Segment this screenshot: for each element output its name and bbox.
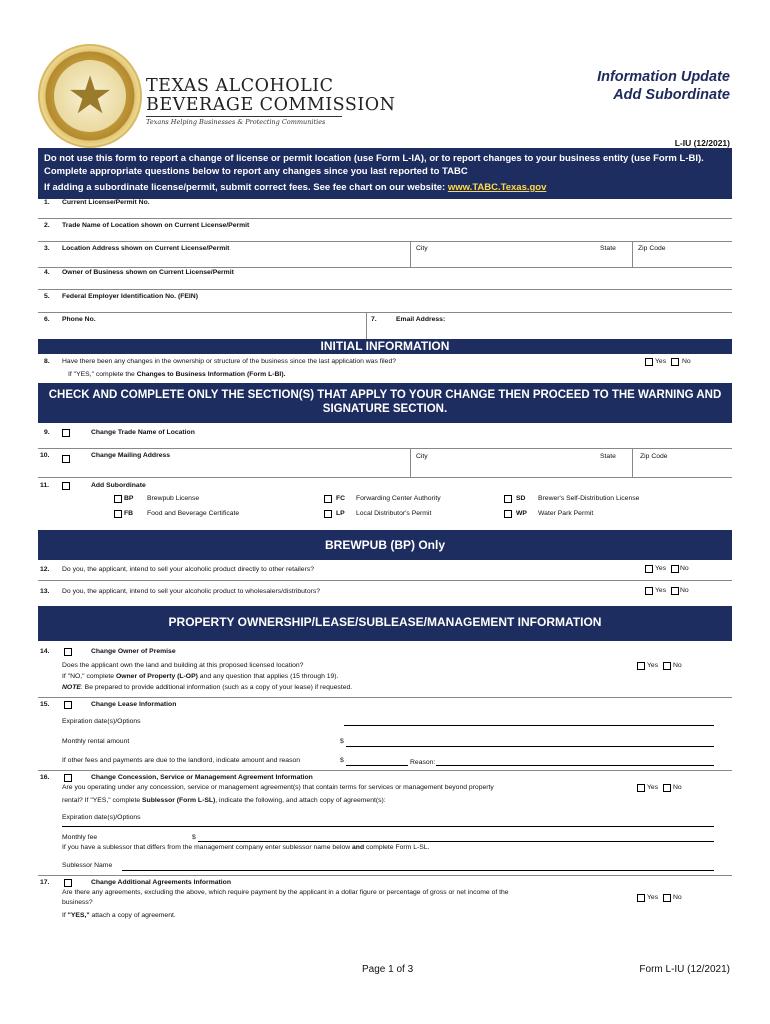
field-phone[interactable]: Phone No. bbox=[62, 316, 96, 323]
other-fees-amount-input[interactable] bbox=[346, 765, 408, 766]
item-number: 16. bbox=[40, 774, 50, 781]
item-number: 14. bbox=[40, 648, 50, 655]
q17-instruction: If "YES," attach a copy of agreement. bbox=[62, 912, 176, 919]
divider bbox=[38, 580, 732, 581]
item-number: 15. bbox=[40, 701, 50, 708]
change-trade-name-checkbox[interactable] bbox=[62, 429, 70, 437]
change-additional-agreements-label: Change Additional Agreements Information bbox=[91, 879, 231, 886]
dollar-sign: $ bbox=[340, 757, 344, 764]
lease-expiration-input[interactable] bbox=[344, 725, 714, 726]
question-ownership-changes: Have there been any changes in the ownership or structure of the business since the last application was filed? bbox=[62, 358, 397, 365]
question-additional-agreements-cont: business? bbox=[62, 899, 93, 906]
instructions-banner bbox=[38, 148, 732, 199]
q16-no-checkbox[interactable] bbox=[663, 784, 671, 792]
divider bbox=[38, 875, 732, 876]
no-label: No bbox=[673, 894, 682, 901]
org-tagline: Texans Helping Businesses & Protecting Communities bbox=[146, 118, 326, 126]
field-business-owner[interactable]: Owner of Business shown on Current License/Permit bbox=[62, 269, 234, 276]
sublessor-name-label: Sublessor Name bbox=[62, 862, 113, 869]
dollar-sign: $ bbox=[192, 834, 196, 841]
divider bbox=[38, 218, 732, 219]
concession-expiration-input[interactable] bbox=[62, 826, 714, 827]
no-label: No bbox=[680, 565, 689, 572]
q8-yes-checkbox[interactable] bbox=[645, 358, 653, 366]
field-location-address[interactable]: Location Address shown on Current License/Permit bbox=[62, 245, 230, 252]
yes-label: Yes bbox=[655, 358, 667, 365]
lp-checkbox[interactable] bbox=[324, 510, 332, 518]
item-number: 17. bbox=[40, 879, 50, 886]
property-heading: PROPERTY OWNERSHIP/LEASE/SUBLEASE/MANAGEMENT INFORMATION bbox=[38, 606, 732, 641]
check-sections-heading: CHECK AND COMPLETE ONLY THE SECTION(S) THAT APPLY TO YOUR CHANGE THEN PROCEED TO THE WARNING AND SIGNATURE SECTION. bbox=[38, 383, 732, 423]
q16-yes-checkbox[interactable] bbox=[637, 784, 645, 792]
no-label: No bbox=[673, 662, 682, 669]
divider bbox=[38, 267, 732, 268]
lease-expiration-label: Expiration date(s)/Options bbox=[62, 718, 141, 725]
wp-code: WP bbox=[516, 510, 527, 517]
sublessor-instruction: If you have a sublessor that differs from the management company enter sublessor name below and complete Form L-SL. bbox=[62, 844, 430, 851]
item-number: 1. bbox=[44, 199, 50, 206]
q8-no-checkbox[interactable] bbox=[671, 358, 679, 366]
header-rule bbox=[146, 116, 342, 117]
question-concession-agreement: Are you operating under any concession, service or management agreement(s) that contain terms for services or management beyond property bbox=[62, 784, 494, 791]
fb-checkbox[interactable] bbox=[114, 510, 122, 518]
star-icon: ★ bbox=[66, 67, 114, 125]
no-label: No bbox=[673, 784, 682, 791]
form-title bbox=[597, 68, 730, 104]
org-name-line2: BEVERAGE COMMISSION bbox=[146, 95, 396, 115]
q8-instruction: If "YES," complete the Changes to Business Information (Form L-BI). bbox=[68, 371, 286, 378]
item-number: 6. bbox=[44, 316, 50, 323]
q14-no-checkbox[interactable] bbox=[663, 662, 671, 670]
question-sell-to-wholesalers: Do you, the applicant, intend to sell your alcoholic product to wholesalers/distributors? bbox=[62, 588, 321, 595]
tabc-website-link[interactable]: www.TABC.Texas.gov bbox=[447, 182, 547, 193]
item-number: 8. bbox=[44, 358, 50, 365]
fc-code: FC bbox=[336, 495, 346, 502]
item-number: 5. bbox=[44, 293, 50, 300]
yes-label: Yes bbox=[647, 894, 659, 901]
other-fees-label: If other fees and payments are due to the landlord, indicate amount and reason bbox=[62, 757, 301, 764]
q12-no-checkbox[interactable] bbox=[671, 565, 679, 573]
divider bbox=[38, 289, 732, 290]
field-trade-name[interactable]: Trade Name of Location shown on Current License/Permit bbox=[62, 222, 250, 229]
change-additional-agreements-checkbox[interactable] bbox=[64, 879, 72, 887]
yes-label: Yes bbox=[647, 662, 659, 669]
item-number: 12. bbox=[40, 566, 50, 573]
wp-name: Water Park Permit bbox=[538, 510, 594, 517]
item-number: 2. bbox=[44, 222, 50, 229]
question-own-land: Does the applicant own the land and building at this proposed licensed location? bbox=[62, 662, 304, 669]
no-label: No bbox=[680, 587, 689, 594]
brewpub-heading: BREWPUB (BP) Only bbox=[38, 530, 732, 560]
item-number: 9. bbox=[44, 429, 50, 436]
sd-code: SD bbox=[516, 495, 526, 502]
fb-name: Food and Beverage Certificate bbox=[147, 510, 240, 517]
sd-name: Brewer's Self-Distribution License bbox=[538, 495, 640, 502]
concession-expiration-label: Expiration date(s)/Options bbox=[62, 814, 141, 821]
bp-checkbox[interactable] bbox=[114, 495, 122, 503]
mailing-city[interactable]: City bbox=[416, 453, 428, 460]
form-title-line2: Add Subordinate bbox=[613, 87, 730, 103]
page-number: Page 1 of 3 bbox=[362, 964, 414, 975]
divider bbox=[38, 477, 732, 478]
item-number: 13. bbox=[40, 588, 50, 595]
question-additional-agreements: Are there any agreements, excluding the above, which require payment by the applicant in a dollar figure or percentage of gross or net income of the bbox=[62, 889, 509, 896]
sd-checkbox[interactable] bbox=[504, 495, 512, 503]
item-number: 10. bbox=[40, 452, 50, 459]
other-fees-reason-input[interactable] bbox=[436, 765, 714, 766]
wp-checkbox[interactable] bbox=[504, 510, 512, 518]
yes-label: Yes bbox=[655, 587, 667, 594]
change-trade-name-label: Change Trade Name of Location bbox=[91, 429, 195, 436]
item-number: 7. bbox=[371, 316, 377, 323]
form-title-line1: Information Update bbox=[597, 69, 730, 85]
change-owner-premise-checkbox[interactable] bbox=[64, 648, 72, 656]
q17-no-checkbox[interactable] bbox=[663, 894, 671, 902]
item-number: 3. bbox=[44, 245, 50, 252]
reason-label: Reason: bbox=[410, 759, 436, 766]
fc-checkbox[interactable] bbox=[324, 495, 332, 503]
q17-yes-checkbox[interactable] bbox=[637, 894, 645, 902]
q14-yes-checkbox[interactable] bbox=[637, 662, 645, 670]
field-fein[interactable]: Federal Employer Identification No. (FEIN) bbox=[62, 293, 198, 300]
dollar-sign: $ bbox=[340, 738, 344, 745]
banner-text-1: Do not use this form to report a change of license or permit location (use Form L-IA), or to report changes to your business entity (use Form L-BI). Complete appropriate questions below to report any changes since you last reported to TABC bbox=[44, 153, 704, 177]
banner-text-2: If adding a subordinate license/permit, submit correct fees. See fee chart on our website: bbox=[44, 182, 448, 193]
org-name-line1: TEXAS ALCOHOLIC bbox=[146, 76, 334, 96]
no-label: No bbox=[682, 358, 691, 365]
change-mailing-address-label: Change Mailing Address bbox=[91, 452, 171, 459]
field-license-number[interactable]: Current License/Permit No. bbox=[62, 199, 150, 206]
divider bbox=[38, 312, 732, 313]
sublessor-name-input[interactable] bbox=[122, 870, 714, 871]
divider bbox=[410, 448, 411, 477]
tabc-seal-logo bbox=[38, 44, 142, 148]
monthly-fee-input[interactable] bbox=[198, 841, 714, 842]
fc-name: Forwarding Center Authority bbox=[356, 495, 441, 502]
lp-name: Local Distributor's Permit bbox=[356, 510, 432, 517]
change-concession-label: Change Concession, Service or Management Agreement Information bbox=[91, 774, 313, 781]
monthly-rent-input[interactable] bbox=[346, 746, 714, 747]
field-zip[interactable]: Zip Code bbox=[638, 245, 666, 252]
yes-label: Yes bbox=[647, 784, 659, 791]
bp-name: Brewpub License bbox=[147, 495, 200, 502]
divider bbox=[632, 448, 633, 477]
change-lease-label: Change Lease Information bbox=[91, 701, 177, 708]
add-subordinate-label: Add Subordinate bbox=[91, 482, 146, 489]
change-concession-checkbox[interactable] bbox=[64, 774, 72, 782]
divider bbox=[632, 241, 633, 267]
field-email[interactable]: Email Address: bbox=[396, 316, 446, 323]
q14-instruction: If "NO," complete Owner of Property (L-OP) and any question that applies (15 through 19). bbox=[62, 673, 339, 680]
mailing-zip[interactable]: Zip Code bbox=[640, 453, 668, 460]
bp-code: BP bbox=[124, 495, 134, 502]
item-number: 4. bbox=[44, 269, 50, 276]
divider bbox=[410, 241, 411, 267]
q13-no-checkbox[interactable] bbox=[671, 587, 679, 595]
fb-code: FB bbox=[124, 510, 134, 517]
q12-yes-checkbox[interactable] bbox=[645, 565, 653, 573]
divider bbox=[38, 697, 732, 698]
q13-yes-checkbox[interactable] bbox=[645, 587, 653, 595]
divider bbox=[38, 770, 732, 771]
field-city[interactable]: City bbox=[416, 245, 428, 252]
yes-label: Yes bbox=[655, 565, 667, 572]
divider bbox=[38, 448, 732, 449]
q16-instruction: rental? If "YES," complete Sublessor (Form L-SL), indicate the following, and attach copy of agreement(s): bbox=[62, 797, 386, 804]
footer-form-number: Form L-IU (12/2021) bbox=[639, 964, 730, 975]
add-subordinate-checkbox[interactable] bbox=[62, 482, 70, 490]
lp-code: LP bbox=[336, 510, 345, 517]
divider bbox=[38, 241, 732, 242]
question-sell-to-retailers: Do you, the applicant, intend to sell your alcoholic product directly to other retailers? bbox=[62, 566, 314, 573]
monthly-fee-label: Monthly fee bbox=[62, 834, 98, 841]
form-number: L-IU (12/2021) bbox=[674, 138, 730, 148]
change-mailing-address-checkbox[interactable] bbox=[62, 455, 70, 463]
item-number: 11. bbox=[40, 482, 50, 489]
mailing-state[interactable]: State bbox=[600, 453, 616, 460]
initial-information-heading: INITIAL INFORMATION bbox=[38, 339, 732, 354]
change-lease-checkbox[interactable] bbox=[64, 701, 72, 709]
monthly-rent-label: Monthly rental amount bbox=[62, 738, 130, 745]
divider bbox=[366, 312, 367, 339]
field-state[interactable]: State bbox=[600, 245, 616, 252]
change-owner-premise-label: Change Owner of Premise bbox=[91, 648, 176, 655]
q14-note: NOTE: Be prepared to provide additional information (such as a copy of your lease) if requested. bbox=[62, 684, 353, 691]
